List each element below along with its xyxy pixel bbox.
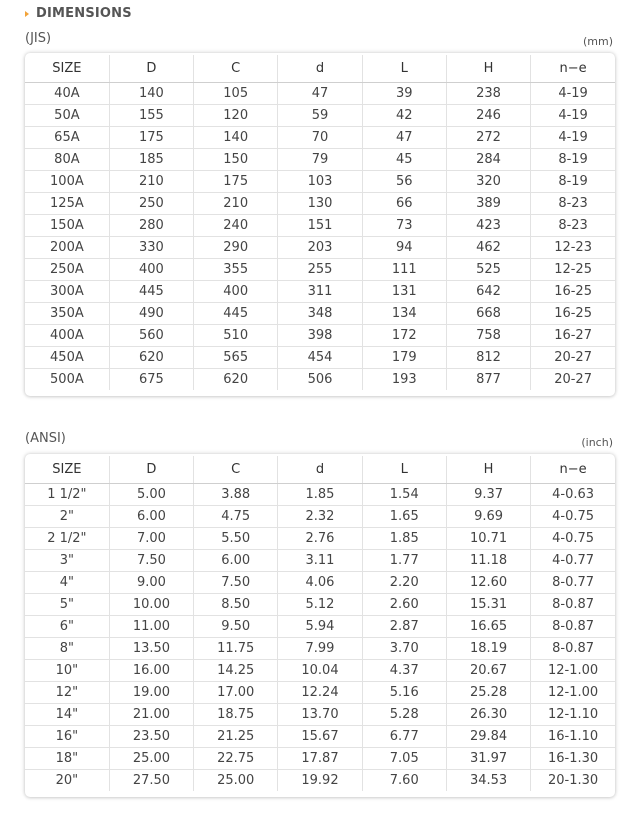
value-cell: 3.88 [194, 483, 278, 505]
value-cell: 389 [446, 192, 530, 214]
table-row [25, 82, 615, 104]
value-cell: 445 [194, 302, 278, 324]
value-cell: 210 [194, 192, 278, 214]
value-cell: 179 [362, 346, 446, 368]
value-cell: 4.37 [362, 659, 446, 681]
value-cell: 47 [278, 82, 362, 104]
value-cell: 172 [362, 324, 446, 346]
size-cell: 18" [25, 747, 109, 769]
value-cell: 134 [362, 302, 446, 324]
size-cell: 65A [25, 126, 109, 148]
value-cell: 1.77 [362, 549, 446, 571]
value-cell: 490 [109, 302, 193, 324]
value-cell: 668 [446, 302, 530, 324]
value-cell: 560 [109, 324, 193, 346]
value-cell: 8-0.77 [531, 571, 615, 593]
value-cell: 400 [109, 258, 193, 280]
value-cell: 11.00 [109, 615, 193, 637]
value-cell: 5.28 [362, 703, 446, 725]
value-cell: 11.18 [446, 549, 530, 571]
value-cell: 131 [362, 280, 446, 302]
value-cell: 290 [194, 236, 278, 258]
value-cell: 17.87 [278, 747, 362, 769]
table-row [25, 505, 615, 527]
value-cell: 15.31 [446, 593, 530, 615]
value-cell: 9.00 [109, 571, 193, 593]
jis-dimensions-table [25, 55, 615, 390]
table-row [25, 703, 615, 725]
value-cell: 6.00 [194, 549, 278, 571]
size-cell: 14" [25, 703, 109, 725]
size-cell: 16" [25, 725, 109, 747]
value-cell: 7.50 [109, 549, 193, 571]
value-cell: 5.94 [278, 615, 362, 637]
column-header: d [278, 55, 362, 82]
value-cell: 4-0.75 [531, 527, 615, 549]
column-header: D [109, 456, 193, 483]
table-row [25, 681, 615, 703]
value-cell: 238 [446, 82, 530, 104]
table-row [25, 637, 615, 659]
size-cell: 500A [50, 371, 84, 387]
size-cell: 50A [25, 104, 109, 126]
value-cell: 510 [194, 324, 278, 346]
value-cell: 8-19 [531, 170, 615, 192]
value-cell: 525 [446, 258, 530, 280]
value-cell: 620 [194, 368, 278, 390]
column-header: d [278, 456, 362, 483]
value-cell: 47 [362, 126, 446, 148]
table-row [25, 192, 615, 214]
value-cell: 7.99 [278, 637, 362, 659]
size-cell: 100A [25, 170, 109, 192]
value-cell: 7.60 [362, 769, 446, 791]
value-cell: 18.75 [194, 703, 278, 725]
size-cell: 6" [25, 615, 109, 637]
size-cell: 10" [25, 659, 109, 681]
size-cell: 20" [55, 772, 79, 788]
value-cell: 1.85 [362, 527, 446, 549]
value-cell: 17.00 [194, 681, 278, 703]
size-cell: 1 1/2" [25, 483, 109, 505]
value-cell: 9.50 [194, 615, 278, 637]
value-cell: 21.25 [194, 725, 278, 747]
value-cell: 45 [362, 148, 446, 170]
value-cell: 39 [362, 82, 446, 104]
value-cell: 25.00 [109, 747, 193, 769]
value-cell: 1.65 [362, 505, 446, 527]
value-cell: 23.50 [109, 725, 193, 747]
table-row [25, 126, 615, 148]
value-cell: 7.50 [194, 571, 278, 593]
size-cell: 450A [25, 346, 109, 368]
size-cell: 3" [25, 549, 109, 571]
value-cell: 175 [109, 126, 193, 148]
size-cell: 125A [25, 192, 109, 214]
size-cell: 400A [25, 324, 109, 346]
value-cell: 330 [109, 236, 193, 258]
value-cell: 5.00 [109, 483, 193, 505]
table-row [25, 346, 615, 368]
column-header: H [446, 55, 530, 82]
value-cell: 31.97 [446, 747, 530, 769]
value-cell: 7.05 [362, 747, 446, 769]
value-cell: 120 [194, 104, 278, 126]
value-cell: 34.53 [446, 769, 530, 791]
value-cell: 812 [446, 346, 530, 368]
size-cell: 2 1/2" [25, 527, 109, 549]
value-cell: 16-1.30 [531, 747, 615, 769]
column-header: C [194, 456, 278, 483]
table-row [25, 747, 615, 769]
value-cell: 355 [194, 258, 278, 280]
table-header-row [25, 55, 615, 82]
value-cell: 2.20 [362, 571, 446, 593]
size-cell: 80A [25, 148, 109, 170]
size-cell: 350A [25, 302, 109, 324]
value-cell: 10.71 [446, 527, 530, 549]
size-cell: 12" [25, 681, 109, 703]
table-row [25, 571, 615, 593]
value-cell: 155 [109, 104, 193, 126]
value-cell: 8-0.87 [531, 593, 615, 615]
column-header: n−e [531, 55, 615, 82]
value-cell: 12-1.10 [531, 703, 615, 725]
column-header: C [194, 55, 278, 82]
value-cell: 8-23 [531, 192, 615, 214]
table-row [25, 527, 615, 549]
jis-table-label: (JIS) [25, 31, 52, 46]
value-cell: 8-0.87 [531, 637, 615, 659]
value-cell: 1.85 [278, 483, 362, 505]
value-cell: 5.50 [194, 527, 278, 549]
value-cell: 19.92 [278, 769, 362, 791]
section-heading [25, 6, 132, 21]
column-header: H [446, 456, 530, 483]
table-row [25, 280, 615, 302]
value-cell: 246 [446, 104, 530, 126]
value-cell: 6.00 [109, 505, 193, 527]
value-cell: 185 [109, 148, 193, 170]
value-cell: 150 [194, 148, 278, 170]
value-cell: 12-1.00 [531, 681, 615, 703]
value-cell: 462 [446, 236, 530, 258]
table-row [25, 170, 615, 192]
value-cell: 4-19 [531, 126, 615, 148]
value-cell: 6.77 [362, 725, 446, 747]
value-cell: 2.76 [278, 527, 362, 549]
value-cell: 13.50 [109, 637, 193, 659]
value-cell: 56 [362, 170, 446, 192]
value-cell: 1.54 [362, 483, 446, 505]
value-cell: 73 [362, 214, 446, 236]
table-row [25, 593, 615, 615]
size-cell: 2" [25, 505, 109, 527]
size-cell: 40A [25, 82, 109, 104]
value-cell: 4-0.75 [531, 505, 615, 527]
ansi-unit-label: (inch) [581, 436, 613, 449]
table-row [25, 483, 615, 505]
value-cell: 2.32 [278, 505, 362, 527]
value-cell: 3.11 [278, 549, 362, 571]
table-row [25, 148, 615, 170]
value-cell: 12-23 [531, 236, 615, 258]
value-cell: 193 [362, 368, 446, 390]
size-cell: 250A [25, 258, 109, 280]
value-cell: 10.04 [278, 659, 362, 681]
value-cell: 20-1.30 [531, 769, 615, 791]
column-header: D [109, 55, 193, 82]
value-cell: 8-23 [531, 214, 615, 236]
value-cell: 620 [109, 346, 193, 368]
value-cell: 16.00 [109, 659, 193, 681]
value-cell: 103 [278, 170, 362, 192]
value-cell: 642 [446, 280, 530, 302]
table-row [25, 549, 615, 571]
column-header: n−e [531, 456, 615, 483]
table-row [25, 214, 615, 236]
size-cell: 200A [25, 236, 109, 258]
value-cell: 9.37 [446, 483, 530, 505]
table-row [25, 615, 615, 637]
value-cell: 12-25 [531, 258, 615, 280]
table-header-row [25, 456, 615, 483]
value-cell: 758 [446, 324, 530, 346]
value-cell: 255 [278, 258, 362, 280]
value-cell: 4-0.77 [531, 549, 615, 571]
value-cell: 8-0.87 [531, 615, 615, 637]
value-cell: 506 [278, 368, 362, 390]
value-cell: 311 [278, 280, 362, 302]
value-cell: 5.16 [362, 681, 446, 703]
value-cell: 675 [109, 368, 193, 390]
value-cell: 42 [362, 104, 446, 126]
value-cell: 105 [194, 82, 278, 104]
value-cell: 2.87 [362, 615, 446, 637]
value-cell: 2.60 [362, 593, 446, 615]
value-cell: 79 [278, 148, 362, 170]
value-cell: 70 [278, 126, 362, 148]
table-row [25, 104, 615, 126]
value-cell: 240 [194, 214, 278, 236]
value-cell: 877 [446, 368, 530, 390]
value-cell: 8.50 [194, 593, 278, 615]
value-cell: 16-25 [531, 302, 615, 324]
value-cell: 4-19 [531, 82, 615, 104]
value-cell: 140 [109, 82, 193, 104]
ansi-table-card [25, 454, 615, 797]
value-cell: 5.12 [278, 593, 362, 615]
value-cell: 25.00 [194, 769, 278, 791]
value-cell: 26.30 [446, 703, 530, 725]
column-header: SIZE [25, 456, 109, 483]
value-cell: 16.65 [446, 615, 530, 637]
size-cell: 300A [25, 280, 109, 302]
value-cell: 20.67 [446, 659, 530, 681]
column-header: L [362, 456, 446, 483]
value-cell: 7.00 [109, 527, 193, 549]
value-cell: 130 [278, 192, 362, 214]
value-cell: 27.50 [109, 769, 193, 791]
size-cell: 8" [25, 637, 109, 659]
value-cell: 66 [362, 192, 446, 214]
value-cell: 16-27 [531, 324, 615, 346]
value-cell: 210 [109, 170, 193, 192]
value-cell: 111 [362, 258, 446, 280]
value-cell: 18.19 [446, 637, 530, 659]
value-cell: 250 [109, 192, 193, 214]
value-cell: 400 [194, 280, 278, 302]
section-title: DIMENSIONS [36, 6, 132, 21]
table-row [25, 725, 615, 747]
value-cell: 13.70 [278, 703, 362, 725]
value-cell: 423 [446, 214, 530, 236]
value-cell: 175 [194, 170, 278, 192]
ansi-dimensions-table [25, 456, 615, 791]
value-cell: 16-25 [531, 280, 615, 302]
value-cell: 565 [194, 346, 278, 368]
value-cell: 20-27 [531, 346, 615, 368]
value-cell: 12-1.00 [531, 659, 615, 681]
value-cell: 94 [362, 236, 446, 258]
value-cell: 4-0.63 [531, 483, 615, 505]
column-header: SIZE [25, 55, 109, 82]
value-cell: 59 [278, 104, 362, 126]
column-header: L [362, 55, 446, 82]
value-cell: 280 [109, 214, 193, 236]
value-cell: 8-19 [531, 148, 615, 170]
value-cell: 398 [278, 324, 362, 346]
value-cell: 320 [446, 170, 530, 192]
value-cell: 3.70 [362, 637, 446, 659]
value-cell: 21.00 [109, 703, 193, 725]
triangle-marker-icon [25, 11, 29, 17]
table-row [25, 368, 615, 390]
value-cell: 14.25 [194, 659, 278, 681]
size-cell: 4" [25, 571, 109, 593]
value-cell: 4-19 [531, 104, 615, 126]
size-cell: 150A [25, 214, 109, 236]
value-cell: 11.75 [194, 637, 278, 659]
value-cell: 12.60 [446, 571, 530, 593]
value-cell: 151 [278, 214, 362, 236]
value-cell: 15.67 [278, 725, 362, 747]
value-cell: 10.00 [109, 593, 193, 615]
value-cell: 4.06 [278, 571, 362, 593]
jis-unit-label: (mm) [582, 35, 613, 48]
table-row [25, 769, 615, 791]
value-cell: 16-1.10 [531, 725, 615, 747]
table-row [25, 659, 615, 681]
ansi-table-label: (ANSI) [25, 431, 66, 446]
value-cell: 445 [109, 280, 193, 302]
value-cell: 20-27 [531, 368, 615, 390]
table-row [25, 324, 615, 346]
value-cell: 12.24 [278, 681, 362, 703]
value-cell: 29.84 [446, 725, 530, 747]
value-cell: 19.00 [109, 681, 193, 703]
value-cell: 348 [278, 302, 362, 324]
value-cell: 284 [446, 148, 530, 170]
value-cell: 4.75 [194, 505, 278, 527]
value-cell: 140 [194, 126, 278, 148]
value-cell: 454 [278, 346, 362, 368]
value-cell: 9.69 [446, 505, 530, 527]
table-row [25, 258, 615, 280]
size-cell: 5" [25, 593, 109, 615]
table-row [25, 236, 615, 258]
value-cell: 203 [278, 236, 362, 258]
value-cell: 25.28 [446, 681, 530, 703]
value-cell: 272 [446, 126, 530, 148]
table-row [25, 302, 615, 324]
jis-table-card [25, 53, 615, 396]
value-cell: 22.75 [194, 747, 278, 769]
